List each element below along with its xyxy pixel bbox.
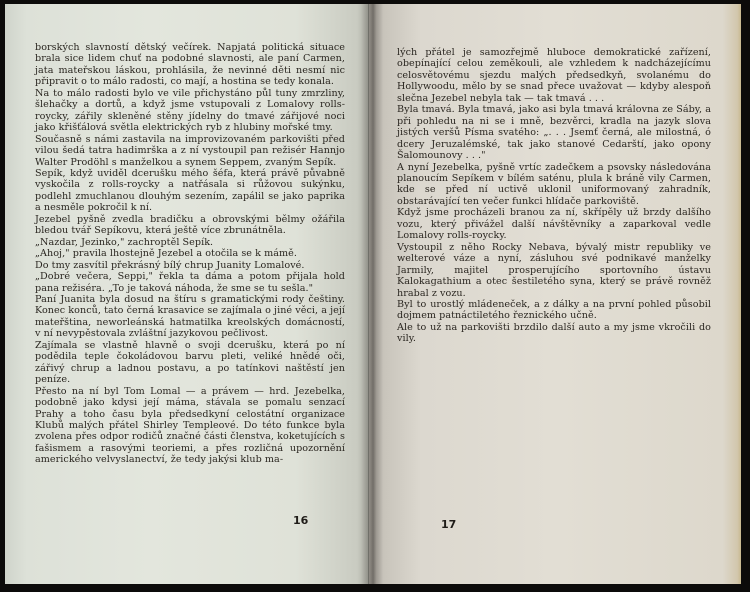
paragraph: Do tmy zasvítil překrásný bílý chrup Juanity Lomalové. [35,259,305,271]
paragraph: Přesto na ní byl Tom Lomal — a právem — hrd. Jezebelka, podobně jako kdysi její máma, stávala se pomalu senzací Prahy a toho času byla předsedkyní celostátní organizace Klubů malých přátel Shirley Templeové. Do této funkce byla zvolena přes odpor rodičů značné části členstva, koketujících s fašismem a rasovými teoriemi, a přes rozličná upozornění amerického velvyslanectví, že tedy jakýsi klub ma- [35,385,345,466]
paragraph: Sepík, když uviděl dcerušku mého šéfa, která právě půvabně vyskočila z rolls-roycky a natřásala si růžovou sukýnku, podlehl zmuchlanou dlouhým sezením, zapálil se jako paprika a nesměle pokročil k ní. [35,167,345,214]
paragraph: A nyní Jezebelka, pyšně vrtíc zadečkem a psovsky následována planoucím Sepíkem v bílém saténu, plula k bráně vily Carmen, kde se před ní uctivě uklonil uniformovaný zahradník, obstarávající ten večer funkci hlídače parkoviště. [397,161,711,207]
paragraph: Současně s námi zastavila na improvizovaném parkovišti před vilou šedá tatra hadimrška a z ní vystoupil pan režisér Hannjo Walter Prodöhl s manželkou a synem Seppem, zvaným Sepík. [35,133,345,168]
page-number-right: 17 [441,518,457,531]
paragraph: Paní Juanita byla dosud na štíru s gramatickými rody češtiny. Konec konců, tato černá krasavice se zajímala o jiné věci, a její mateřština, neworleánská hatmatilka kreolských domácností, v ní nevypěstovala zvláštní jazykovou pečlivost. [35,293,345,340]
paragraph: Vystoupil z něho Rocky Nebava, bývalý mistr republiky ve welterové váze a nyní, zásluhou své podnikavé manželky Jarmily, majitel prosperujícího sportovního ústavu Kalokagathium a otec šestiletého syna, který se právě rovněž hrabal z vozu. [397,241,711,299]
paragraph: „Ahoj," pravila lhostejně Jezebel a otočila se k mámě. [35,248,297,260]
paragraph: Byla tmavá. Byla tmavá, jako asi byla tmavá královna ze Sáby, a při pohledu na ni se i mně, bezvěrci, kradla na jazyk slova jistých veršů Písma svatého: „. . . Jsemť černá, ale milostná, ó dcery Jeruzalémské, tak jako stanové Cedarští, jako opony Šalomounovy . . ." [397,104,711,162]
open-book [5,4,741,584]
paragraph: lých přátel je samozřejmě hluboce demokratické zařízení, obepínající celou zeměkouli, ale vzhledem k nadcházejícímu celosvětovému sjezdu malých předsedkyň, svolanému do Hollywoodu, mělo by se snad přece uvažovat — kdyby alespoň slečna Jezebel nebyla tak — tak tmavá . . . [397,47,711,104]
paragraph: Na to málo radosti bylo ve vile přichystáno půl tuny zmrzliny, šlehačky a dortů, a když jsme vstupovali z Lomalovy rolls-roycky, zářily skleněné stěny jídelny do tmavé zářijové noci jako křišťálová světla elektrických ryb z hlubiny mořské tmy. [35,87,345,134]
right-page-text [397,47,711,345]
paragraph: Zajímala se vlastně hlavně o svoji dcerušku, která po ní podědila teple čokoládovou barvu pleti, veliké hnědé oči, zářivý chrup a ladnou postavu, a po tatínkovi naštěstí jen peníze. [35,339,345,386]
paragraph: Když jsme procházeli branou za ní, skřípěly už brzdy dalšího vozu, který přivážel další návštěvníky a zaparkoval vedle Lomalovy rolls-roycky. [397,207,711,242]
paragraph: Byl to urostlý mládeneček, a z dálky a na první pohled působil dojmem patnáctiletého řeznického učně. [397,298,711,322]
paragraph: Ale to už na parkovišti brzdilo další auto a my jsme vkročili do vily. [397,321,711,345]
left-page [5,4,369,584]
left-page-text [35,42,345,466]
right-page [369,4,741,584]
paragraph: borských slavností dětský večírek. Napjatá politická situace brala sice lidem chuť na podobné slavnosti, ale paní Carmen, jata mateřskou láskou, prohlásila, že nevinné děti nesmí nic připravit o to málo radosti, co mají, a hostina se tedy konala. [35,42,345,88]
paragraph: „Nazdar, Jezinko," zachroptěl Sepík. [35,236,214,248]
paragraph: „Dobré večera, Seppi," řekla ta dáma a potom přijala hold pana režiséra. „To je taková náhoda, že sme se tu sešla." [35,271,345,294]
paragraph: Jezebel pyšně zvedla bradičku a obrovskými bělmy ožářila bledou tvář Sepíkovu, která ještě více zbrunátněla. [35,213,345,237]
page-number-left: 16 [293,514,309,527]
